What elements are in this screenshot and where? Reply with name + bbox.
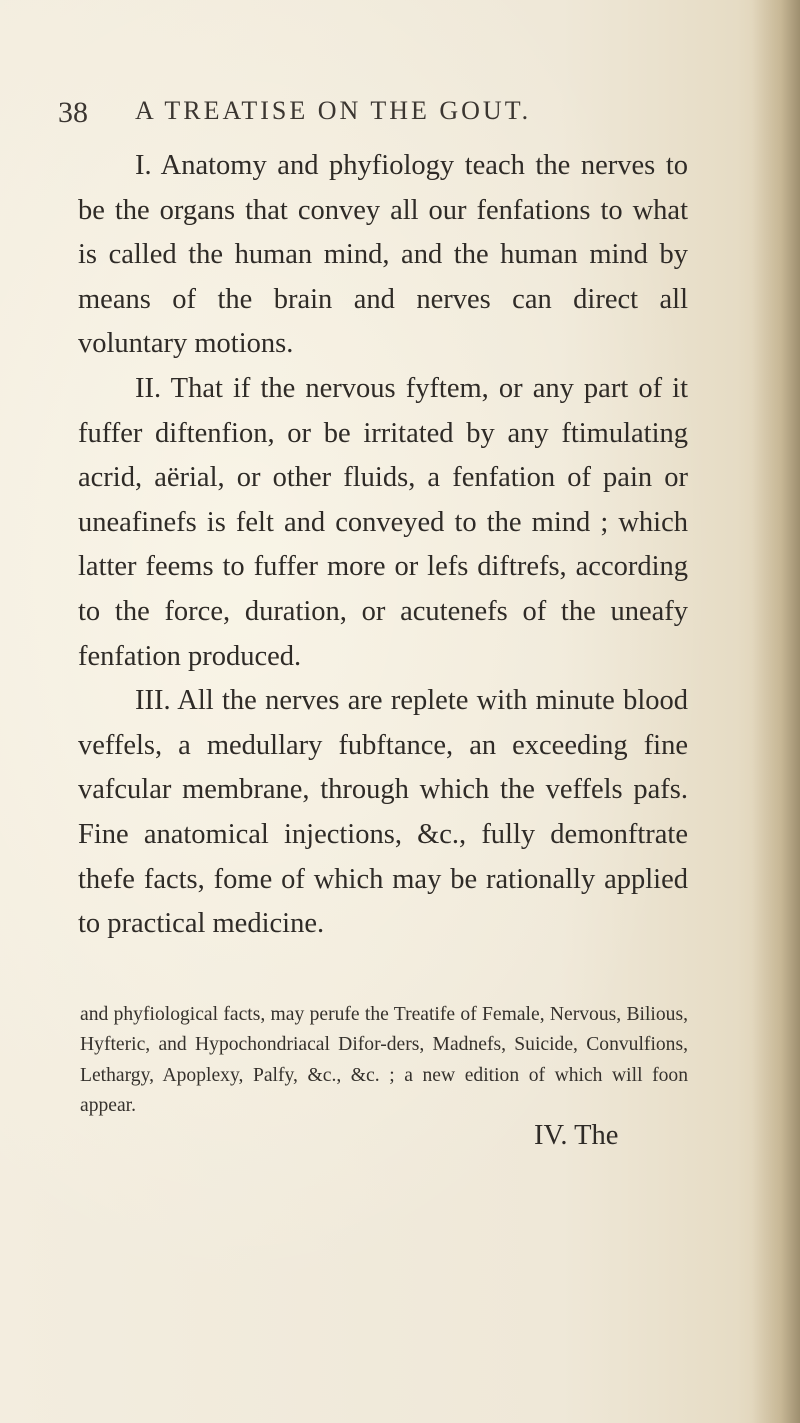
page-number: 38 <box>58 96 88 129</box>
running-title: A TREATISE ON THE GOUT. <box>135 96 532 125</box>
paragraph-3: III. All the nerves are replete with minute blood veffels, a medullary fubftance, an exceeding fine vafcular membrane, through which the veffels pafs. Fine anatomical injections, &c., fully demonftrate thefe facts, fome of which may be rationally applied to practical medicine. <box>78 685 688 940</box>
paragraph-1: I. Anatomy and phyfiology teach the nerves to be the organs that convey all our fenfations to what is called the human mind, and the human mind by means of the brain and nerves can direct all voluntary motions. <box>78 150 688 360</box>
main-text <box>78 144 688 947</box>
page-gutter-shadow <box>752 0 800 1423</box>
catchword: IV. The <box>534 1120 619 1151</box>
footnote: and phyfiological facts, may perufe the Treatife of Female, Nervous, Bilious, Hyfteric, and Hypochondriacal Difor-ders, Madnefs, Suicide, Convulfions, Lethargy, Apoplexy, Palfy, &c., &c. ; a new edition of which will foon appear. <box>80 1004 688 1116</box>
paragraph-2: II. That if the nervous fyftem, or any part of it fuffer diftenfion, or be irritated by any ftimulating acrid, aërial, or other fluids, a fenfation of pain or uneafinefs is felt and conveyed to the mind ; which latter feems to fuffer more or lefs diftrefs, according to the force, duration, or acutenefs of the uneafy fenfation produced. <box>78 372 688 672</box>
